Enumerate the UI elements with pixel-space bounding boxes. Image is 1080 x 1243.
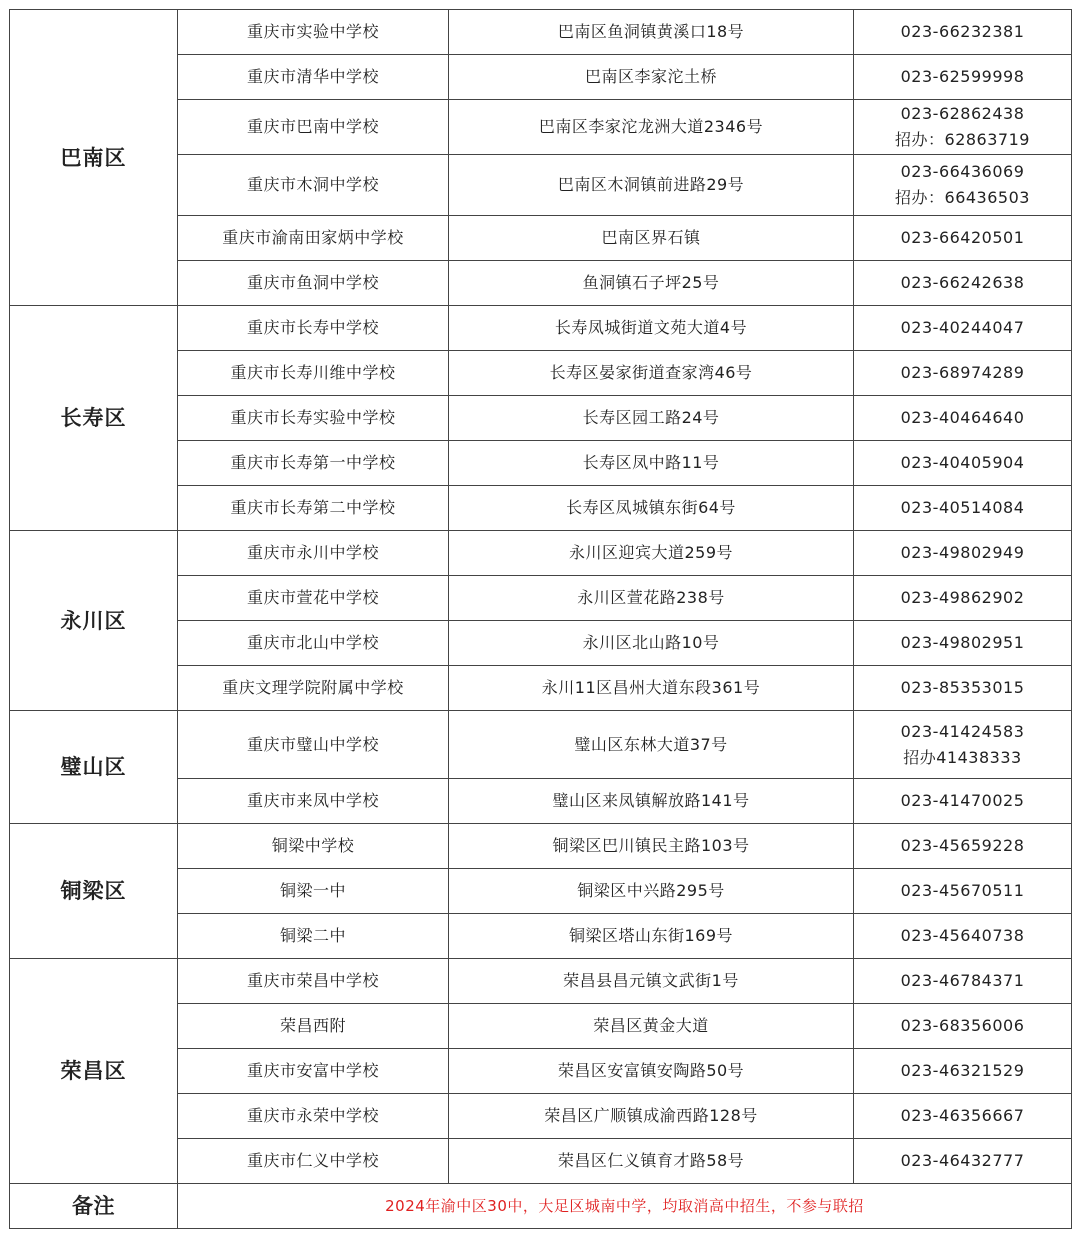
school-name-cell: 重庆市清华中学校 [178, 55, 449, 100]
school-phone-cell [854, 261, 1072, 306]
school-name-cell: 重庆市长寿实验中学校 [178, 396, 449, 441]
phone-number: 023-40514084 [900, 498, 1025, 517]
school-phone-cell [854, 396, 1072, 441]
phone-number: 023-49802951 [900, 633, 1025, 652]
school-phone-cell [854, 155, 1072, 216]
school-name-cell: 重庆市仁义中学校 [178, 1139, 449, 1184]
phone-number: 招办：66436503 [895, 188, 1030, 207]
phone-number: 023-49862902 [900, 588, 1025, 607]
phone-number: 023-66232381 [900, 22, 1025, 41]
school-phone-cell [854, 666, 1072, 711]
school-name-cell: 重庆市萱花中学校 [178, 576, 449, 621]
phone-number: 023-40405904 [900, 453, 1025, 472]
school-phone-cell [854, 1094, 1072, 1139]
district-cell: 铜梁区 [10, 824, 178, 959]
school-address-cell: 璧山区来凤镇解放路141号 [449, 779, 854, 824]
phone-number: 023-49802949 [900, 543, 1025, 562]
phone-number: 023-46432777 [900, 1151, 1025, 1170]
school-name-cell: 重庆市木洞中学校 [178, 155, 449, 216]
phone-number: 023-62862438 [900, 104, 1025, 123]
phone-number: 023-68356006 [900, 1016, 1025, 1035]
school-name-cell: 重庆市长寿川维中学校 [178, 351, 449, 396]
school-address-cell: 巴南区木洞镇前进路29号 [449, 155, 854, 216]
phone-number: 023-41470025 [900, 791, 1025, 810]
table-row [10, 531, 1072, 576]
school-contact-table [9, 9, 1072, 1229]
school-phone-cell [854, 1049, 1072, 1094]
school-name-cell: 重庆市巴南中学校 [178, 100, 449, 155]
school-address-cell: 荣昌区仁义镇育才路58号 [449, 1139, 854, 1184]
district-cell: 荣昌区 [10, 959, 178, 1184]
school-address-cell: 长寿区园工路24号 [449, 396, 854, 441]
school-address-cell: 鱼洞镇石子坪25号 [449, 261, 854, 306]
school-name-cell: 重庆市长寿第一中学校 [178, 441, 449, 486]
phone-number: 023-68974289 [900, 363, 1025, 382]
school-name-cell: 重庆市来凤中学校 [178, 779, 449, 824]
school-name-cell: 重庆市鱼洞中学校 [178, 261, 449, 306]
school-name-cell: 重庆市北山中学校 [178, 621, 449, 666]
school-address-cell: 永川区迎宾大道259号 [449, 531, 854, 576]
school-phone-cell [854, 351, 1072, 396]
phone-number: 023-46356667 [900, 1106, 1025, 1125]
school-name-cell: 荣昌西附 [178, 1004, 449, 1049]
district-cell: 巴南区 [10, 10, 178, 306]
district-cell: 长寿区 [10, 306, 178, 531]
school-phone-cell [854, 1004, 1072, 1049]
school-name-cell: 重庆市长寿中学校 [178, 306, 449, 351]
school-address-cell: 荣昌区广顺镇成渝西路128号 [449, 1094, 854, 1139]
school-address-cell: 巴南区李家沱龙洲大道2346号 [449, 100, 854, 155]
table-row [10, 824, 1072, 869]
school-address-cell: 长寿区晏家街道查家湾46号 [449, 351, 854, 396]
school-phone-cell [854, 486, 1072, 531]
school-address-cell: 长寿区凤中路11号 [449, 441, 854, 486]
school-name-cell: 重庆市永川中学校 [178, 531, 449, 576]
school-phone-cell [854, 100, 1072, 155]
phone-number: 023-40464640 [900, 408, 1025, 427]
school-phone-cell [854, 306, 1072, 351]
note-label: 备注 [10, 1184, 178, 1229]
school-phone-cell [854, 824, 1072, 869]
school-name-cell: 重庆市长寿第二中学校 [178, 486, 449, 531]
school-address-cell: 长寿区凤城镇东街64号 [449, 486, 854, 531]
phone-number: 023-66420501 [900, 228, 1025, 247]
school-address-cell: 永川区北山路10号 [449, 621, 854, 666]
school-phone-cell [854, 959, 1072, 1004]
school-name-cell: 重庆文理学院附属中学校 [178, 666, 449, 711]
phone-number: 023-46784371 [900, 971, 1025, 990]
school-address-cell: 永川11区昌州大道东段361号 [449, 666, 854, 711]
school-address-cell: 铜梁区中兴路295号 [449, 869, 854, 914]
phone-number: 023-41424583 [900, 721, 1025, 741]
school-phone-cell [854, 441, 1072, 486]
table-row [10, 306, 1072, 351]
school-name-cell: 重庆市实验中学校 [178, 10, 449, 55]
school-phone-cell [854, 869, 1072, 914]
school-phone-cell [854, 914, 1072, 959]
phone-number: 023-40244047 [900, 318, 1025, 337]
school-address-cell: 荣昌县昌元镇文武街1号 [449, 959, 854, 1004]
school-phone-cell [854, 216, 1072, 261]
school-name-cell: 铜梁中学校 [178, 824, 449, 869]
school-name-cell: 铜梁一中 [178, 869, 449, 914]
phone-number: 023-62599998 [900, 67, 1025, 86]
phone-number: 招办41438333 [903, 747, 1022, 767]
school-contact-table-container [9, 9, 1071, 1229]
school-phone-cell [854, 531, 1072, 576]
school-address-cell: 荣昌区安富镇安陶路50号 [449, 1049, 854, 1094]
district-cell: 永川区 [10, 531, 178, 711]
phone-number: 023-45670511 [900, 881, 1025, 900]
school-address-cell: 巴南区李家沱土桥 [449, 55, 854, 100]
school-address-cell: 铜梁区塔山东街169号 [449, 914, 854, 959]
school-address-cell: 长寿凤城街道文苑大道4号 [449, 306, 854, 351]
school-name-cell: 重庆市璧山中学校 [178, 711, 449, 779]
phone-number: 023-45659228 [900, 836, 1025, 855]
school-phone-cell [854, 779, 1072, 824]
phone-number: 招办：62863719 [895, 130, 1030, 149]
school-phone-cell [854, 711, 1072, 779]
phone-number: 023-46321529 [900, 1061, 1025, 1080]
school-phone-cell [854, 621, 1072, 666]
table-body [10, 10, 1072, 1229]
school-name-cell: 重庆市永荣中学校 [178, 1094, 449, 1139]
school-address-cell: 巴南区鱼洞镇黄溪口18号 [449, 10, 854, 55]
school-phone-cell [854, 55, 1072, 100]
district-cell: 璧山区 [10, 711, 178, 824]
phone-number: 023-85353015 [900, 678, 1025, 697]
school-phone-cell [854, 10, 1072, 55]
table-row [10, 711, 1072, 779]
school-address-cell: 荣昌区黄金大道 [449, 1004, 854, 1049]
school-name-cell: 铜梁二中 [178, 914, 449, 959]
phone-number: 023-66436069 [900, 162, 1025, 181]
school-address-cell: 巴南区界石镇 [449, 216, 854, 261]
school-phone-cell [854, 1139, 1072, 1184]
note-row [10, 1184, 1072, 1229]
school-name-cell: 重庆市安富中学校 [178, 1049, 449, 1094]
school-address-cell: 铜梁区巴川镇民主路103号 [449, 824, 854, 869]
table-row [10, 10, 1072, 55]
school-address-cell: 璧山区东林大道37号 [449, 711, 854, 779]
phone-number: 023-66242638 [900, 273, 1025, 292]
school-name-cell: 重庆市渝南田家炳中学校 [178, 216, 449, 261]
school-address-cell: 永川区萱花路238号 [449, 576, 854, 621]
table-row [10, 959, 1072, 1004]
phone-number: 023-45640738 [900, 926, 1025, 945]
note-text: 2024年渝中区30中，大足区城南中学，均取消高中招生，不参与联招 [178, 1184, 1072, 1229]
school-phone-cell [854, 576, 1072, 621]
school-name-cell: 重庆市荣昌中学校 [178, 959, 449, 1004]
